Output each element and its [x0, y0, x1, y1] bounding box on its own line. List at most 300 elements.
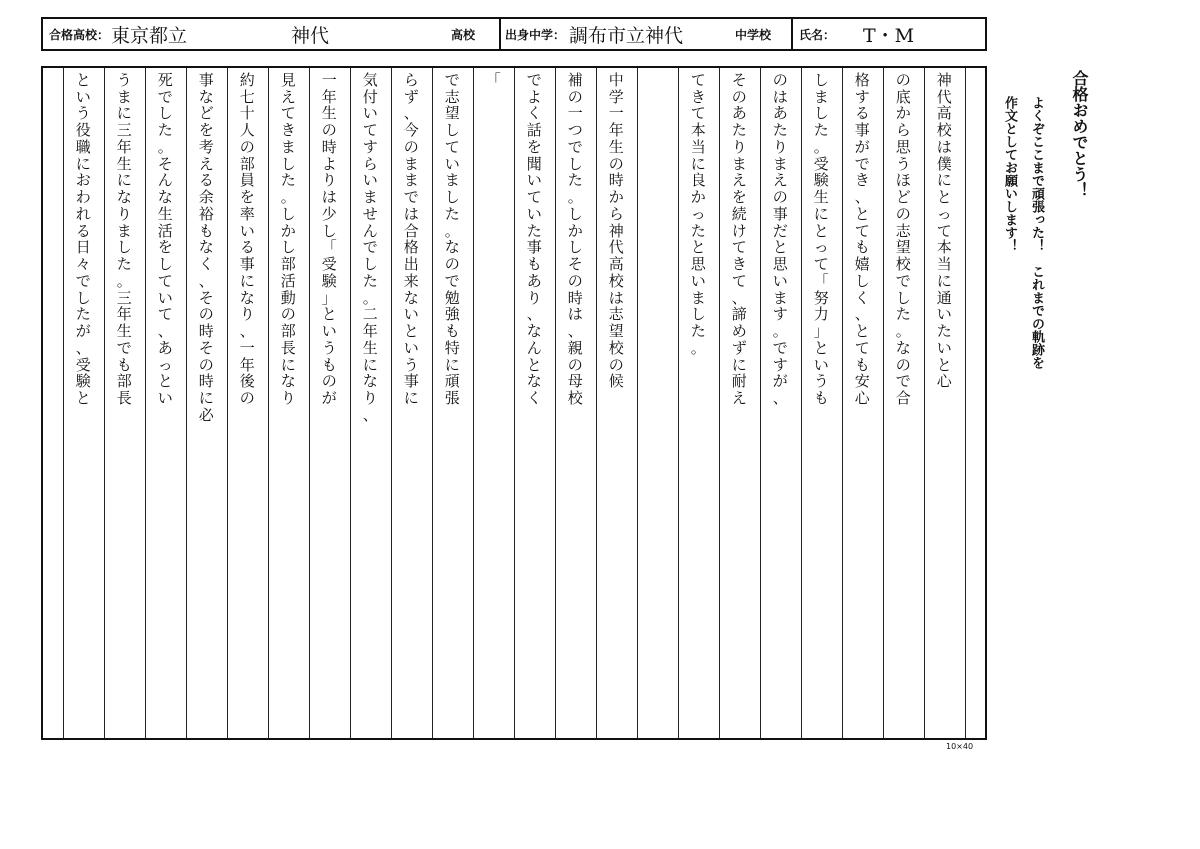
manuscript-cell: [359, 441, 383, 458]
manuscript-cell: [728, 575, 752, 592]
manuscript-cell: 生: [116, 154, 132, 173]
manuscript-cell: [769, 608, 793, 625]
manuscript-cell: て: [526, 188, 542, 207]
manuscript-cell: え: [280, 87, 296, 106]
manuscript-cell: 生: [157, 204, 173, 223]
manuscript-cell: [810, 642, 834, 659]
column-divider: [145, 68, 146, 738]
manuscript-cell: る: [198, 171, 214, 190]
manuscript-cell: [154, 625, 178, 642]
manuscript-cell: [277, 709, 301, 726]
prompt-line-1: よくぞここまで頑張った！ これまでの軌跡を: [1029, 96, 1044, 369]
manuscript-cell: は: [936, 137, 952, 156]
manuscript-cell: [687, 457, 711, 474]
manuscript-cell: [646, 206, 670, 223]
manuscript-cell: の: [321, 372, 337, 391]
manuscript-cell: し: [362, 255, 378, 274]
manuscript-cell: を: [526, 137, 542, 156]
manuscript-cell: [482, 273, 506, 290]
manuscript-cell: に: [403, 389, 419, 408]
manuscript-cell: [933, 390, 957, 407]
manuscript-cell: [318, 407, 342, 424]
manuscript-cell: 部: [116, 372, 132, 391]
manuscript-cell: 親: [567, 338, 583, 357]
manuscript-cell: [277, 491, 301, 508]
manuscript-column: [564, 72, 588, 742]
manuscript-cell: 一: [567, 104, 583, 123]
manuscript-cell: り: [239, 305, 255, 324]
manuscript-cell: [195, 457, 219, 474]
column-divider: [637, 68, 638, 738]
manuscript-cell: [810, 441, 834, 458]
manuscript-cell: わ: [75, 188, 91, 207]
manuscript-cell: [851, 692, 875, 709]
manuscript-cell: い: [362, 104, 378, 123]
manuscript-cell: た: [690, 221, 706, 240]
manuscript-cell: [605, 491, 629, 508]
manuscript-cell: [441, 441, 465, 458]
manuscript-cell: [359, 625, 383, 642]
manuscript-cell: に: [731, 355, 747, 374]
junior-school-name: 調布市立神代: [569, 24, 684, 47]
manuscript-cell: [892, 558, 916, 575]
manuscript-cell: て: [854, 221, 870, 240]
manuscript-cell: は: [772, 87, 788, 106]
manuscript-cell: [810, 675, 834, 692]
manuscript-cell: [236, 441, 260, 458]
manuscript-cell: い: [936, 305, 952, 324]
manuscript-cell: [646, 675, 670, 692]
manuscript-cell: な: [526, 372, 542, 391]
column-divider: [596, 68, 597, 738]
manuscript-cell: た: [731, 121, 747, 140]
manuscript-cell: で: [403, 188, 419, 207]
manuscript-cell: ま: [731, 154, 747, 173]
manuscript-column: [728, 72, 752, 742]
manuscript-cell: く: [854, 288, 870, 307]
manuscript-cell: [482, 675, 506, 692]
manuscript-cell: [441, 491, 465, 508]
manuscript-cell: い: [690, 271, 706, 290]
manuscript-cell: 時: [198, 322, 214, 341]
manuscript-cell: い: [526, 204, 542, 223]
manuscript-cell: し: [280, 238, 296, 257]
manuscript-cell: [605, 575, 629, 592]
manuscript-cell: [892, 642, 916, 659]
manuscript-cell: [236, 658, 260, 675]
manuscript-cell: か: [608, 188, 624, 207]
manuscript-cell: [933, 575, 957, 592]
manuscript-cell: [277, 407, 301, 424]
manuscript-cell: [933, 474, 957, 491]
manuscript-column: [810, 72, 834, 742]
manuscript-cell: [605, 457, 629, 474]
manuscript-cell: [113, 441, 137, 458]
manuscript-cell: 事: [198, 70, 214, 89]
manuscript-cell: [933, 608, 957, 625]
manuscript-cell: 特: [444, 338, 460, 357]
manuscript-cell: い: [772, 271, 788, 290]
junior-label: 出身中学：: [505, 27, 566, 42]
manuscript-cell: 張: [444, 389, 460, 408]
manuscript-cell: た: [280, 171, 296, 190]
manuscript-cell: う: [895, 154, 911, 173]
manuscript-cell: [482, 575, 506, 592]
manuscript-cell: 志: [444, 87, 460, 106]
manuscript-cell: [523, 709, 547, 726]
manuscript-cell: [933, 424, 957, 441]
manuscript-cell: あ: [731, 104, 747, 123]
manuscript-cell: [523, 675, 547, 692]
manuscript-column: [892, 72, 916, 742]
manuscript-cell: 考: [198, 137, 214, 156]
manuscript-cell: り: [116, 204, 132, 223]
manuscript-cell: [728, 441, 752, 458]
manuscript-cell: な: [895, 338, 911, 357]
manuscript-cell: つ: [567, 121, 583, 140]
manuscript-cell: も: [444, 322, 460, 341]
manuscript-cell: [400, 508, 424, 525]
manuscript-cell: 付: [362, 87, 378, 106]
manuscript-cell: う: [813, 372, 829, 391]
manuscript-cell: [687, 524, 711, 541]
manuscript-cell: [400, 491, 424, 508]
manuscript-cell: [728, 474, 752, 491]
manuscript-cell: い: [403, 305, 419, 324]
manuscript-cell: 年: [321, 87, 337, 106]
manuscript-cell: [646, 340, 670, 357]
manuscript-cell: だ: [772, 221, 788, 240]
manuscript-cell: 「: [813, 271, 829, 290]
manuscript-cell: [851, 675, 875, 692]
manuscript-cell: [523, 725, 547, 742]
manuscript-cell: [605, 692, 629, 709]
manuscript-cell: [113, 591, 137, 608]
manuscript-cell: 年: [116, 137, 132, 156]
manuscript-cell: ら: [608, 204, 624, 223]
manuscript-cell: 役: [75, 121, 91, 140]
name-label: 氏名：: [799, 27, 836, 42]
manuscript-cell: [810, 692, 834, 709]
manuscript-cell: [646, 608, 670, 625]
manuscript-cell: [113, 725, 137, 742]
manuscript-cell: の: [239, 137, 255, 156]
manuscript-cell: て: [362, 121, 378, 140]
manuscript-cell: [605, 658, 629, 675]
manuscript-cell: で: [895, 271, 911, 290]
manuscript-cell: [236, 407, 260, 424]
manuscript-cell: [400, 625, 424, 642]
manuscript-cell: [482, 340, 506, 357]
manuscript-cell: も: [321, 355, 337, 374]
manuscript-cell: と: [936, 188, 952, 207]
manuscript-cell: [441, 709, 465, 726]
manuscript-cell: [154, 608, 178, 625]
manuscript-cell: 時: [321, 137, 337, 156]
manuscript-cell: は: [321, 188, 337, 207]
manuscript-cell: で: [526, 70, 542, 89]
column-divider: [309, 68, 310, 738]
manuscript-cell: [933, 709, 957, 726]
manuscript-cell: 心: [936, 372, 952, 391]
manuscript-cell: [810, 558, 834, 575]
manuscript-cell: [933, 658, 957, 675]
manuscript-cell: [154, 591, 178, 608]
manuscript-cell: 、: [854, 305, 870, 324]
manuscript-cell: [482, 625, 506, 642]
manuscript-cell: て: [280, 104, 296, 123]
manuscript-cell: 活: [280, 271, 296, 290]
manuscript-cell: 生: [362, 338, 378, 357]
column-divider: [514, 68, 515, 738]
school-suffix: 高校: [451, 27, 476, 42]
manuscript-cell: [113, 709, 137, 726]
manuscript-cell: [523, 591, 547, 608]
manuscript-cell: [564, 524, 588, 541]
manuscript-cell: [769, 457, 793, 474]
manuscript-cell: 年: [362, 322, 378, 341]
manuscript-cell: [728, 424, 752, 441]
manuscript-cell: な: [362, 372, 378, 391]
manuscript-cell: す: [772, 355, 788, 374]
manuscript-cell: [400, 524, 424, 541]
manuscript-cell: [523, 474, 547, 491]
manuscript-cell: く: [526, 104, 542, 123]
manuscript-cell: 生: [608, 137, 624, 156]
manuscript-cell: [72, 692, 96, 709]
manuscript-cell: [72, 642, 96, 659]
manuscript-cell: [769, 575, 793, 592]
manuscript-cell: [482, 223, 506, 240]
manuscript-sheet: [41, 66, 987, 740]
manuscript-cell: [646, 575, 670, 592]
manuscript-cell: ま: [403, 171, 419, 190]
manuscript-cell: 必: [198, 405, 214, 424]
school-name: 神代: [291, 24, 330, 47]
manuscript-cell: 話: [526, 121, 542, 140]
manuscript-cell: [687, 642, 711, 659]
manuscript-cell: [195, 658, 219, 675]
manuscript-cell: [482, 642, 506, 659]
manuscript-cell: 学: [608, 87, 624, 106]
manuscript-cell: [482, 139, 506, 156]
column-divider: [555, 68, 556, 738]
manuscript-cell: 当: [690, 137, 706, 156]
manuscript-cell: ま: [772, 288, 788, 307]
manuscript-cell: [728, 407, 752, 424]
manuscript-cell: 年: [608, 121, 624, 140]
manuscript-cell: 格: [403, 238, 419, 257]
manuscript-cell: 員: [239, 171, 255, 190]
manuscript-cell: [564, 407, 588, 424]
manuscript-cell: の: [567, 355, 583, 374]
manuscript-cell: [113, 457, 137, 474]
manuscript-cell: と: [75, 389, 91, 408]
manuscript-cell: [400, 591, 424, 608]
manuscript-cell: あ: [526, 271, 542, 290]
manuscript-cell: [277, 591, 301, 608]
manuscript-cell: [810, 625, 834, 642]
manuscript-cell: [482, 558, 506, 575]
manuscript-cell: [195, 725, 219, 742]
manuscript-cell: [810, 658, 834, 675]
manuscript-cell: [154, 474, 178, 491]
manuscript-cell: [236, 608, 260, 625]
manuscript-cell: な: [444, 238, 460, 257]
manuscript-cell: 、: [362, 405, 378, 424]
manuscript-cell: [523, 441, 547, 458]
manuscript-cell: で: [116, 338, 132, 357]
manuscript-cell: [236, 625, 260, 642]
manuscript-cell: [810, 575, 834, 592]
manuscript-cell: し: [157, 255, 173, 274]
manuscript-cell: 験: [813, 171, 829, 190]
manuscript-cell: [400, 541, 424, 558]
manuscript-column: [646, 72, 670, 742]
manuscript-cell: で: [75, 271, 91, 290]
manuscript-cell: [482, 390, 506, 407]
manuscript-cell: [646, 709, 670, 726]
manuscript-cell: [72, 608, 96, 625]
manuscript-cell: [687, 357, 711, 374]
manuscript-cell: [892, 608, 916, 625]
column-divider: [801, 68, 802, 738]
manuscript-cell: [359, 508, 383, 525]
manuscript-cell: 、: [239, 322, 255, 341]
manuscript-cell: [769, 424, 793, 441]
column-divider: [391, 68, 392, 738]
manuscript-cell: [359, 692, 383, 709]
manuscript-cell: 部: [280, 255, 296, 274]
manuscript-cell: い: [157, 389, 173, 408]
manuscript-cell: [728, 625, 752, 642]
manuscript-cell: [564, 658, 588, 675]
manuscript-cell: 気: [362, 70, 378, 89]
manuscript-cell: 時: [198, 372, 214, 391]
manuscript-cell: の: [403, 137, 419, 156]
manuscript-cell: [605, 508, 629, 525]
manuscript-column: [851, 72, 875, 742]
manuscript-cell: に: [198, 389, 214, 408]
manuscript-cell: [523, 625, 547, 642]
manuscript-cell: 事: [403, 372, 419, 391]
manuscript-cell: を: [731, 188, 747, 207]
manuscript-cell: 代: [936, 87, 952, 106]
manuscript-cell: [195, 491, 219, 508]
manuscript-cell: 。: [772, 322, 788, 341]
manuscript-cell: 頑: [444, 372, 460, 391]
manuscript-cell: [646, 173, 670, 190]
manuscript-cell: [564, 508, 588, 525]
manuscript-cell: [646, 658, 670, 675]
manuscript-cell: て: [731, 238, 747, 257]
manuscript-cell: 少: [321, 204, 337, 223]
manuscript-cell: [646, 189, 670, 206]
manuscript-cell: [154, 575, 178, 592]
manuscript-cell: き: [854, 171, 870, 190]
manuscript-cell: [72, 725, 96, 742]
manuscript-cell: た: [772, 121, 788, 140]
manuscript-cell: [236, 725, 260, 742]
manuscript-cell: て: [690, 104, 706, 123]
column-divider: [678, 68, 679, 738]
manuscript-cell: [851, 642, 875, 659]
manuscript-column: [113, 72, 137, 742]
manuscript-cell: [277, 658, 301, 675]
manuscript-cell: し: [567, 238, 583, 257]
manuscript-cell: [154, 508, 178, 525]
manuscript-cell: の: [444, 255, 460, 274]
manuscript-cell: [277, 508, 301, 525]
manuscript-cell: す: [362, 137, 378, 156]
manuscript-cell: え: [731, 389, 747, 408]
manuscript-cell: に: [936, 271, 952, 290]
manuscript-cell: [892, 474, 916, 491]
manuscript-cell: し: [321, 221, 337, 240]
manuscript-cell: [523, 642, 547, 659]
manuscript-cell: [892, 692, 916, 709]
manuscript-cell: 諦: [731, 305, 747, 324]
manuscript-cell: [769, 407, 793, 424]
manuscript-cell: 人: [239, 121, 255, 140]
manuscript-cell: 事: [854, 121, 870, 140]
manuscript-cell: と: [526, 355, 542, 374]
manuscript-cell: 活: [157, 221, 173, 240]
manuscript-cell: [892, 491, 916, 508]
manuscript-cell: 年: [239, 355, 255, 374]
manuscript-cell: 日: [75, 238, 91, 257]
manuscript-cell: [195, 608, 219, 625]
manuscript-cell: [892, 709, 916, 726]
manuscript-cell: っ: [813, 238, 829, 257]
manuscript-cell: [646, 139, 670, 156]
manuscript-cell: 。: [813, 137, 829, 156]
manuscript-cell: 思: [895, 137, 911, 156]
manuscript-cell: の: [567, 87, 583, 106]
manuscript-cell: [400, 407, 424, 424]
manuscript-cell: 合: [895, 389, 911, 408]
manuscript-cell: [769, 709, 793, 726]
manuscript-cell: [810, 491, 834, 508]
manuscript-cell: な: [403, 288, 419, 307]
manuscript-cell: [277, 575, 301, 592]
manuscript-cell: 。: [116, 271, 132, 290]
manuscript-cell: [564, 491, 588, 508]
manuscript-cell: [810, 541, 834, 558]
manuscript-cell: 時: [608, 171, 624, 190]
manuscript-cell: [236, 558, 260, 575]
manuscript-cell: [195, 541, 219, 558]
manuscript-column: [154, 72, 178, 742]
manuscript-cell: け: [731, 221, 747, 240]
manuscript-cell: [482, 491, 506, 508]
manuscript-cell: [892, 524, 916, 541]
column-divider: [268, 68, 269, 738]
manuscript-cell: [113, 658, 137, 675]
manuscript-cell: [892, 725, 916, 742]
column-divider: [186, 68, 187, 738]
manuscript-cell: [933, 591, 957, 608]
manuscript-cell: [195, 524, 219, 541]
manuscript-cell: [318, 692, 342, 709]
manuscript-cell: [687, 575, 711, 592]
manuscript-cell: [605, 558, 629, 575]
manuscript-cell: [359, 558, 383, 575]
manuscript-cell: 々: [75, 255, 91, 274]
manuscript-cell: [523, 658, 547, 675]
manuscript-cell: [605, 642, 629, 659]
manuscript-cell: [564, 692, 588, 709]
